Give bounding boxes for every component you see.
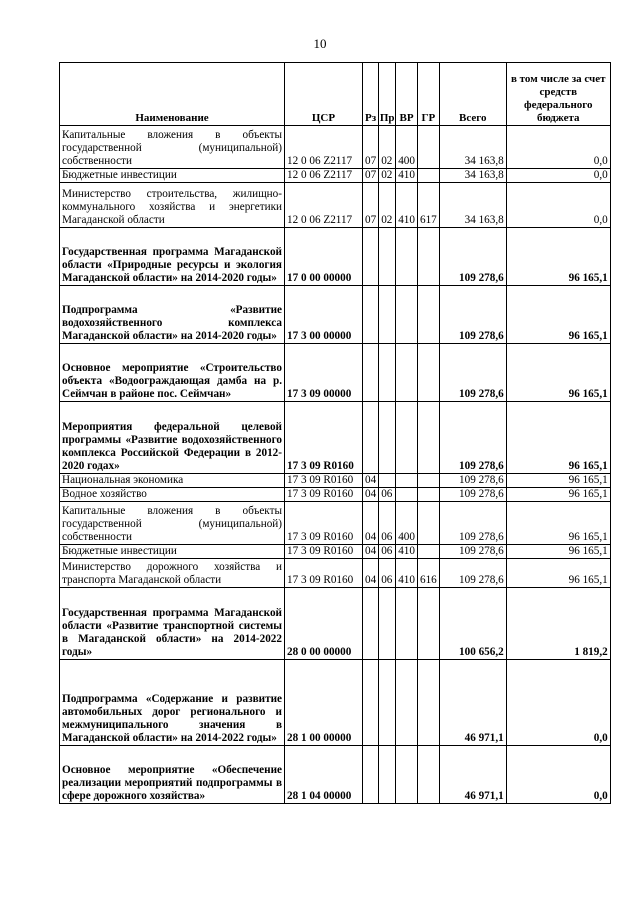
row-csr: 28 1 00 00000 — [285, 660, 363, 746]
row-federal: 96 165,1 — [506, 228, 610, 286]
row-gr — [417, 660, 439, 746]
row-gr: 617 — [417, 183, 439, 228]
row-rz: 07 — [363, 169, 379, 183]
budget-table — [59, 62, 611, 804]
row-name: Бюджетные инвестиции — [60, 169, 285, 183]
row-csr: 17 3 09 R0160 — [285, 402, 363, 474]
row-federal: 96 165,1 — [506, 502, 610, 545]
table-row — [60, 545, 611, 559]
row-gr: 616 — [417, 559, 439, 588]
row-vr — [396, 660, 418, 746]
row-pr — [379, 228, 396, 286]
row-vr: 410 — [396, 559, 418, 588]
row-pr: 06 — [379, 545, 396, 559]
row-csr: 17 3 09 R0160 — [285, 502, 363, 545]
row-csr: 17 3 09 00000 — [285, 344, 363, 402]
table-row — [60, 660, 611, 746]
header-csr: ЦСР — [285, 63, 363, 126]
row-gr — [417, 588, 439, 660]
row-total: 46 971,1 — [439, 746, 506, 804]
row-total: 109 278,6 — [439, 344, 506, 402]
table-body — [60, 126, 611, 804]
row-vr: 410 — [396, 169, 418, 183]
table-header-row — [60, 63, 611, 126]
header-pr: Пр — [379, 63, 396, 126]
header-federal: в том числе за счет средств федерального бюджета — [506, 63, 610, 126]
row-pr — [379, 660, 396, 746]
row-rz — [363, 228, 379, 286]
row-federal: 0,0 — [506, 126, 610, 169]
row-name: Подпрограмма «Содержание и развитие автомобильных дорог регионального и межмуниципального значения в Магаданской области» на 2014-2022 годы» — [60, 660, 285, 746]
row-gr — [417, 474, 439, 488]
row-gr — [417, 344, 439, 402]
row-total: 109 278,6 — [439, 474, 506, 488]
row-federal: 96 165,1 — [506, 559, 610, 588]
row-csr: 17 3 09 R0160 — [285, 545, 363, 559]
row-gr — [417, 488, 439, 502]
row-federal: 1 819,2 — [506, 588, 610, 660]
row-vr — [396, 286, 418, 344]
row-pr: 06 — [379, 559, 396, 588]
row-total: 109 278,6 — [439, 402, 506, 474]
row-gr — [417, 402, 439, 474]
row-csr: 12 0 06 Z2117 — [285, 183, 363, 228]
row-total: 34 163,8 — [439, 183, 506, 228]
row-vr — [396, 746, 418, 804]
row-csr: 17 0 00 00000 — [285, 228, 363, 286]
table-row — [60, 183, 611, 228]
row-federal: 0,0 — [506, 169, 610, 183]
row-vr — [396, 402, 418, 474]
row-vr: 410 — [396, 545, 418, 559]
row-vr — [396, 474, 418, 488]
row-csr: 12 0 06 Z2117 — [285, 126, 363, 169]
row-vr — [396, 228, 418, 286]
header-name: Наименование — [60, 63, 285, 126]
row-vr: 410 — [396, 183, 418, 228]
row-total: 34 163,8 — [439, 126, 506, 169]
row-name: Национальная экономика — [60, 474, 285, 488]
row-pr — [379, 474, 396, 488]
row-total: 46 971,1 — [439, 660, 506, 746]
row-rz — [363, 746, 379, 804]
header-gr: ГР — [417, 63, 439, 126]
row-csr: 12 0 06 Z2117 — [285, 169, 363, 183]
row-federal: 0,0 — [506, 660, 610, 746]
row-rz — [363, 402, 379, 474]
row-rz — [363, 660, 379, 746]
header-vr: ВР — [396, 63, 418, 126]
row-total: 109 278,6 — [439, 286, 506, 344]
row-rz: 07 — [363, 183, 379, 228]
row-csr: 17 3 09 R0160 — [285, 559, 363, 588]
row-rz: 04 — [363, 502, 379, 545]
row-vr — [396, 488, 418, 502]
row-name: Основное мероприятие «Обеспечение реализации мероприятий подпрограммы в сфере дорожного хозяйства» — [60, 746, 285, 804]
page-number: 10 — [313, 36, 327, 51]
row-federal: 96 165,1 — [506, 286, 610, 344]
table-row — [60, 402, 611, 474]
row-name: Подпрограмма «Развитие водохозяйственного комплекса Магаданской области» на 2014-2020 годы» — [60, 286, 285, 344]
row-name: Министерство дорожного хозяйства и транспорта Магаданской области — [60, 559, 285, 588]
row-csr: 28 1 04 00000 — [285, 746, 363, 804]
row-name: Основное мероприятие «Строительство объекта «Водоограждающая дамба на р. Сеймчан в районе пос. Сеймчан» — [60, 344, 285, 402]
row-pr — [379, 588, 396, 660]
table-row — [60, 228, 611, 286]
row-vr: 400 — [396, 502, 418, 545]
row-pr — [379, 746, 396, 804]
table-row — [60, 588, 611, 660]
row-rz — [363, 286, 379, 344]
row-csr: 28 0 00 00000 — [285, 588, 363, 660]
row-federal: 96 165,1 — [506, 344, 610, 402]
row-name: Бюджетные инвестиции — [60, 545, 285, 559]
row-federal: 0,0 — [506, 746, 610, 804]
row-rz: 04 — [363, 474, 379, 488]
row-total: 109 278,6 — [439, 488, 506, 502]
table-row — [60, 559, 611, 588]
row-pr — [379, 286, 396, 344]
table-row — [60, 488, 611, 502]
row-name: Капитальные вложения в объекты государственной (муниципальной) собственности — [60, 126, 285, 169]
row-total: 34 163,8 — [439, 169, 506, 183]
row-federal: 96 165,1 — [506, 545, 610, 559]
row-total: 109 278,6 — [439, 559, 506, 588]
row-csr: 17 3 09 R0160 — [285, 488, 363, 502]
row-federal: 96 165,1 — [506, 488, 610, 502]
row-rz — [363, 344, 379, 402]
row-gr — [417, 228, 439, 286]
row-total: 109 278,6 — [439, 502, 506, 545]
row-pr: 02 — [379, 183, 396, 228]
row-name: Министерство строительства, жилищно-коммунального хозяйства и энергетики Магаданской области — [60, 183, 285, 228]
row-gr — [417, 746, 439, 804]
row-vr: 400 — [396, 126, 418, 169]
row-rz — [363, 588, 379, 660]
row-rz: 07 — [363, 126, 379, 169]
row-gr — [417, 545, 439, 559]
row-name: Водное хозяйство — [60, 488, 285, 502]
row-pr: 02 — [379, 126, 396, 169]
row-name: Государственная программа Магаданской области «Природные ресурсы и экология Магаданской области» на 2014-2020 годы» — [60, 228, 285, 286]
row-pr — [379, 344, 396, 402]
row-name: Мероприятия федеральной целевой программы «Развитие водохозяйственного комплекса Российской Федерации в 2012-2020 годах» — [60, 402, 285, 474]
row-vr — [396, 588, 418, 660]
row-name: Капитальные вложения в объекты государственной (муниципальной) собственности — [60, 502, 285, 545]
row-vr — [396, 344, 418, 402]
row-total: 109 278,6 — [439, 228, 506, 286]
row-federal: 96 165,1 — [506, 474, 610, 488]
row-pr — [379, 402, 396, 474]
row-federal: 0,0 — [506, 183, 610, 228]
row-rz: 04 — [363, 545, 379, 559]
row-gr — [417, 169, 439, 183]
table-row — [60, 126, 611, 169]
table-row — [60, 169, 611, 183]
row-pr: 06 — [379, 502, 396, 545]
row-rz: 04 — [363, 488, 379, 502]
row-name: Государственная программа Магаданской области «Развитие транспортной системы в Магаданской области» на 2014-2022 годы» — [60, 588, 285, 660]
row-csr: 17 3 09 R0160 — [285, 474, 363, 488]
table-row — [60, 502, 611, 545]
row-total: 100 656,2 — [439, 588, 506, 660]
row-gr — [417, 286, 439, 344]
row-pr: 02 — [379, 169, 396, 183]
row-total: 109 278,6 — [439, 545, 506, 559]
row-csr: 17 3 00 00000 — [285, 286, 363, 344]
row-pr: 06 — [379, 488, 396, 502]
table-row — [60, 344, 611, 402]
row-federal: 96 165,1 — [506, 402, 610, 474]
row-gr — [417, 502, 439, 545]
header-rz: Рз — [363, 63, 379, 126]
row-gr — [417, 126, 439, 169]
table-row — [60, 746, 611, 804]
table-row — [60, 286, 611, 344]
row-rz: 04 — [363, 559, 379, 588]
header-total: Всего — [439, 63, 506, 126]
table-row — [60, 474, 611, 488]
